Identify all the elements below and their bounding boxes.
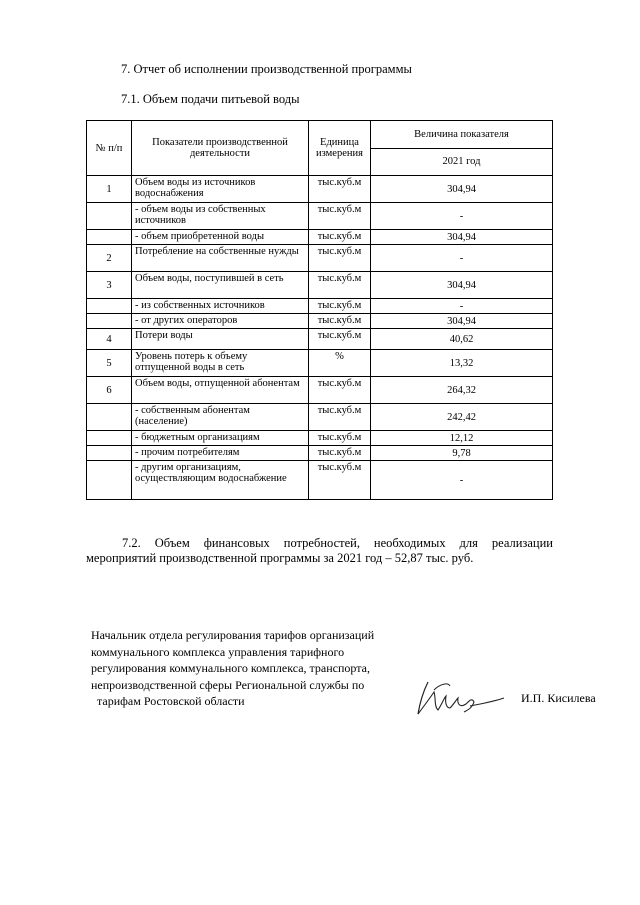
row-number [87,404,132,431]
table-body [87,176,553,500]
row-value: 9,78 [371,446,553,461]
row-number [87,314,132,329]
row-value: - [371,461,553,500]
table-row [87,314,553,329]
row-value: 304,94 [371,314,553,329]
header-unit: Единица измерения [309,121,371,176]
signature-title-line: непроизводственной сферы Региональной службы по [91,677,365,692]
section-heading: 7. Отчет об исполнении производственной программы [121,62,412,76]
row-unit: тыс.куб.м [309,446,371,461]
signature-title-block [91,627,411,710]
table-row [87,461,553,500]
row-number: 2 [87,245,132,272]
row-unit: тыс.куб.м [309,329,371,350]
row-indicator: - бюджетным организациям [132,431,309,446]
row-indicator: - из собственных источников [132,299,309,314]
row-value: 40,62 [371,329,553,350]
row-number: 6 [87,377,132,404]
row-indicator: - другим организациям, осуществляющим водоснабжение [132,461,309,500]
row-number [87,203,132,230]
row-number: 3 [87,272,132,299]
row-value: 13,32 [371,350,553,377]
table-row [87,176,553,203]
table-row [87,350,553,377]
row-unit: тыс.куб.м [309,245,371,272]
row-value: 264,32 [371,377,553,404]
row-unit: тыс.куб.м [309,431,371,446]
signature-title-line: тарифам Ростовской области [97,694,245,708]
row-value: 304,94 [371,230,553,245]
header-year: 2021 год [371,148,553,176]
table-row [87,230,553,245]
subsection-heading: 7.1. Объем подачи питьевой воды [121,92,300,106]
row-unit: тыс.куб.м [309,272,371,299]
row-number [87,299,132,314]
row-value: 304,94 [371,272,553,299]
row-value: 304,94 [371,176,553,203]
row-number [87,446,132,461]
row-unit: тыс.куб.м [309,176,371,203]
table-row [87,404,553,431]
row-number [87,461,132,500]
row-unit: тыс.куб.м [309,404,371,431]
table-row [87,299,553,314]
row-indicator: Объем воды, поступившей в сеть [132,272,309,299]
row-value: 12,12 [371,431,553,446]
signature-title-line: регулирования коммунального комплекса, транспорта, [91,661,370,675]
row-unit: тыс.куб.м [309,314,371,329]
row-value: - [371,245,553,272]
signature-title-line: Начальник отдела регулирования тарифов организаций [91,628,375,642]
row-number [87,230,132,245]
header-indicator: Показатели производственной деятельности [132,121,309,176]
signer-name: И.П. Кисилева [521,691,596,705]
financial-needs-paragraph: 7.2. Объем финансовых потребностей, необходимых для реализации мероприятий производственной программы за 2021 год – 52,87 тыс. руб. [86,536,553,565]
row-unit: тыс.куб.м [309,377,371,404]
table-row [87,272,553,299]
table-header-row [87,121,553,149]
row-unit: % [309,350,371,377]
row-indicator: Объем воды из источников водоснабжения [132,176,309,203]
signature-title-line: коммунального комплекса управления тарифного [91,644,345,659]
row-indicator: Потребление на собственные нужды [132,245,309,272]
row-unit: тыс.куб.м [309,299,371,314]
table-row [87,329,553,350]
table-row [87,203,553,230]
water-supply-table [86,120,553,500]
header-value-group: Величина показателя [371,121,553,149]
row-indicator: Объем воды, отпущенной абонентам [132,377,309,404]
row-indicator: - собственным абонентам (население) [132,404,309,431]
row-unit: тыс.куб.м [309,203,371,230]
row-number: 1 [87,176,132,203]
table-row [87,431,553,446]
handwritten-signature [414,676,506,720]
table-row [87,377,553,404]
row-indicator: Уровень потерь к объему отпущенной воды в сеть [132,350,309,377]
row-indicator: Потери воды [132,329,309,350]
row-value: 242,42 [371,404,553,431]
row-indicator: - объем воды из собственных источников [132,203,309,230]
row-indicator: - от других операторов [132,314,309,329]
row-number [87,431,132,446]
row-unit: тыс.куб.м [309,461,371,500]
row-unit: тыс.куб.м [309,230,371,245]
row-number: 4 [87,329,132,350]
row-value: - [371,299,553,314]
row-value: - [371,203,553,230]
row-indicator: - объем приобретенной воды [132,230,309,245]
table-row [87,446,553,461]
row-indicator: - прочим потребителям [132,446,309,461]
row-number: 5 [87,350,132,377]
header-num: № п/п [87,121,132,176]
table-row [87,245,553,272]
